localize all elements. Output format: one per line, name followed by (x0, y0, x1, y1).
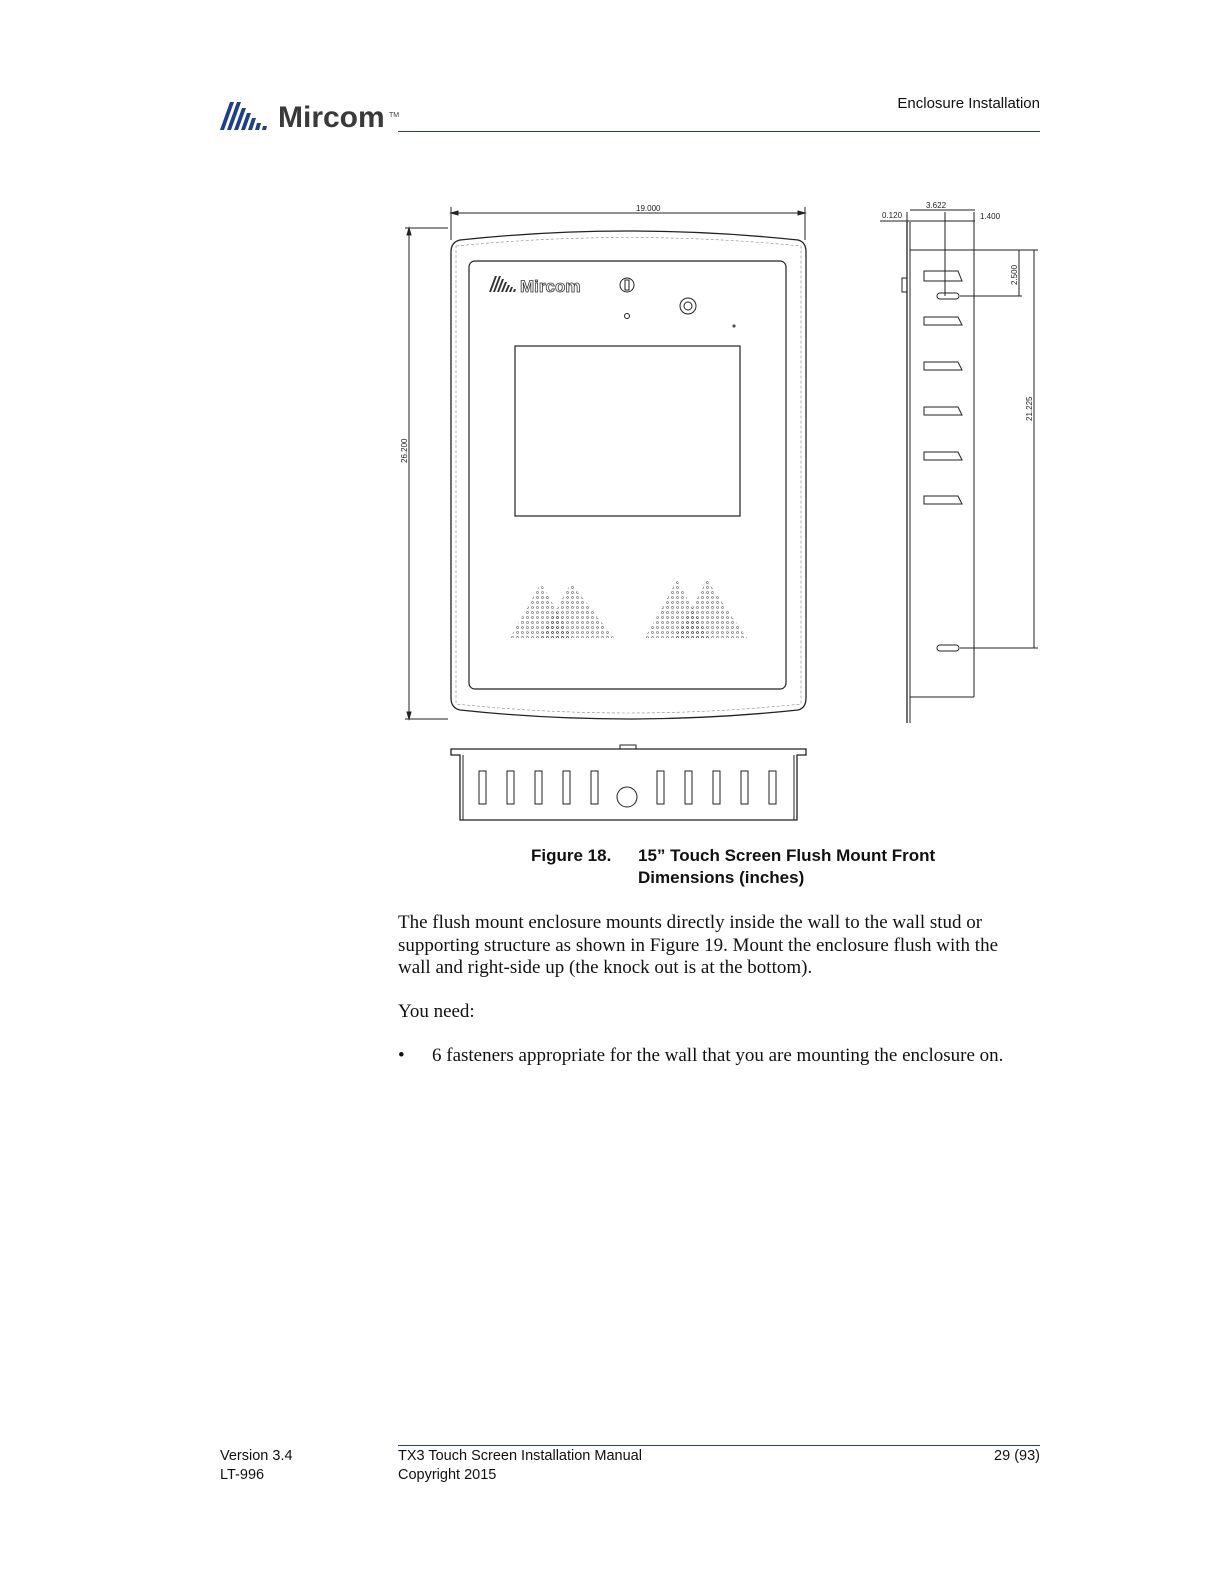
dim-height: 26.200 (400, 438, 409, 463)
enclosure-drawing (395, 195, 1055, 835)
header-rule (398, 131, 1040, 132)
paragraph-line-3: wall and right-side up (the knock out is at the bottom). (398, 957, 813, 978)
panel-logo-icon (489, 276, 516, 292)
dim-2500: 2.500 (1010, 264, 1019, 285)
paragraph (398, 912, 998, 980)
caption-line-1: 15” Touch Screen Flush Mount Front (638, 846, 936, 865)
footer-version: Version 3.4 (220, 1448, 293, 1464)
mircom-logo-icon (220, 100, 276, 132)
caption-number: Figure 18. (531, 846, 612, 865)
trademark: TM (389, 112, 400, 119)
bullet-item: 6 fasteners appropriate for the wall that you are mounting the enclosure on. (432, 1045, 1004, 1066)
figure-caption (531, 845, 936, 887)
dim-21225: 21.225 (1025, 396, 1034, 421)
footer-doc-code: LT-996 (220, 1467, 265, 1483)
caption-title (638, 845, 998, 889)
speaker-grille-right (645, 580, 747, 638)
dim-0120: 0.120 (882, 211, 903, 220)
you-need-label: You need: (398, 1001, 475, 1022)
section-title: Enclosure Installation (897, 95, 1040, 112)
paragraph-line-2: supporting structure as shown in Figure 19. Mount the enclosure flush with the (398, 934, 999, 956)
footer-page-number: 29 (93) (994, 1448, 1040, 1464)
footer-rule (398, 1445, 1040, 1446)
dim-3622: 3.622 (926, 201, 947, 210)
footer-copyright: Copyright 2015 (398, 1467, 497, 1483)
paragraph-line-1: The flush mount enclosure mounts directly inside the wall to the wall stud or (398, 912, 983, 933)
front-view (405, 207, 806, 719)
panel-brand: Mircom (520, 277, 581, 296)
bottom-view (451, 745, 806, 820)
brand-name: Mircom (278, 101, 385, 134)
dim-width: 19.000 (636, 204, 661, 213)
bullet-marker: • (398, 1045, 405, 1066)
dim-1400: 1.400 (980, 212, 1001, 221)
speaker-grille-left (510, 583, 614, 638)
footer-manual-title: TX3 Touch Screen Installation Manual (398, 1448, 642, 1464)
side-view (880, 210, 1038, 723)
caption-line-2: Dimensions (inches) (638, 868, 805, 887)
